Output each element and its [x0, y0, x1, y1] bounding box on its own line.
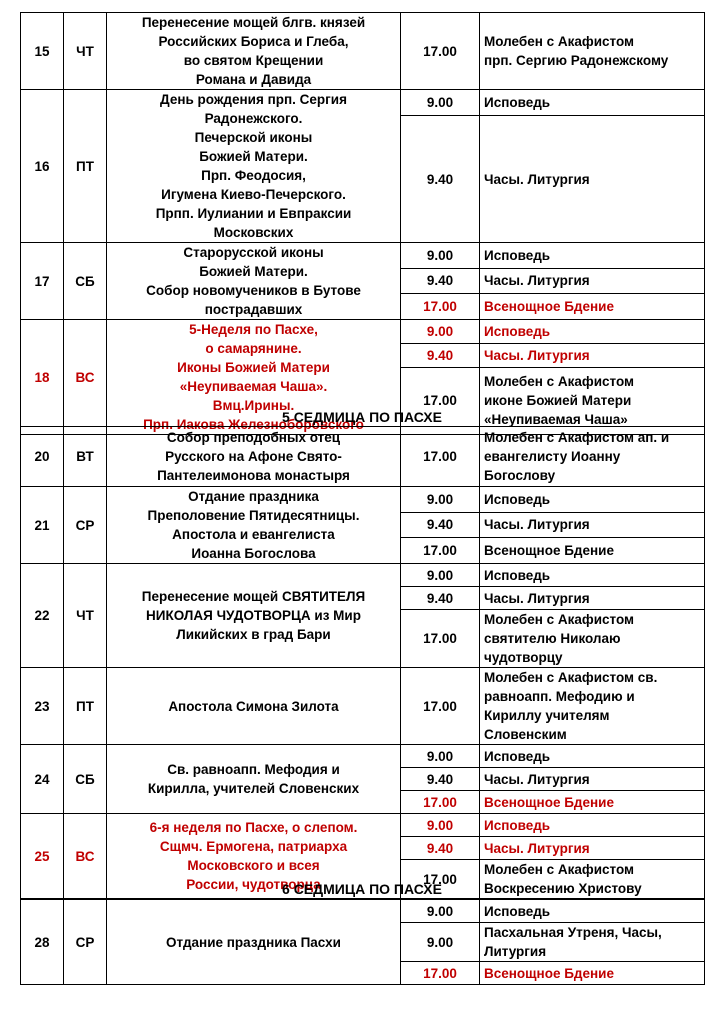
service-line: Исповедь — [484, 323, 551, 339]
schedule-row — [21, 320, 705, 344]
service-time: 17.00 — [401, 860, 480, 899]
feast-line: Апостола и евангелиста — [172, 527, 335, 542]
service-time: 9.40 — [401, 343, 480, 367]
service-line: Часы. Литургия — [484, 273, 590, 289]
service-name — [480, 90, 705, 116]
service-time: 9.00 — [401, 487, 480, 513]
feast-line: Российских Бориса и Глеба, — [158, 34, 349, 49]
service-line: прп. Сергию Радонежскому — [484, 53, 669, 68]
feast-description — [107, 564, 401, 668]
service-time: 9.40 — [401, 587, 480, 610]
service-time: 17.00 — [401, 962, 480, 985]
schedule-row — [21, 487, 705, 513]
feast-description — [107, 900, 401, 985]
service-line: Часы. Литургия — [484, 840, 590, 856]
service-name — [480, 768, 705, 791]
service-time: 9.00 — [401, 900, 480, 923]
feast-line: Ликийских в град Бари — [176, 627, 331, 642]
feast-line: Отдание праздника Пасхи — [166, 934, 341, 950]
service-line: Всенощное Бдение — [484, 794, 614, 810]
feast-line: Собор преподобных отец — [166, 430, 341, 445]
feast-line: День рождения прп. Сергия — [160, 92, 347, 107]
service-name — [480, 294, 705, 320]
schedule-row — [21, 13, 705, 90]
service-line: иконе Божией Матери — [484, 393, 632, 409]
feast-line: Божией Матери. — [199, 149, 308, 164]
service-line: Богослову — [484, 468, 556, 483]
service-line: Часы. Литургия — [484, 771, 590, 787]
service-name — [480, 564, 705, 587]
service-line: чудотворцу — [484, 650, 563, 665]
service-line: евангелисту Иоанну — [484, 449, 621, 464]
service-name — [480, 268, 705, 294]
day-number: 17 — [21, 243, 64, 320]
feast-description — [107, 90, 401, 243]
day-number: 24 — [21, 745, 64, 814]
feast-line: Кирилла, учителей Словенских — [147, 781, 360, 796]
day-number: 22 — [21, 564, 64, 668]
feast-line: НИКОЛАЯ ЧУДОТВОРЦА из Мир — [146, 608, 361, 623]
week-heading-6: 6 СЕДМИЦА ПО ПАСХЕ — [282, 881, 442, 897]
feast-line: Прпп. Иулиании и Евпраксии — [155, 206, 352, 221]
service-time: 9.00 — [401, 814, 480, 837]
feast-line: Русского на Афоне Свято- — [165, 449, 342, 464]
service-line: Часы. Литургия — [484, 590, 590, 606]
day-number: 16 — [21, 90, 64, 243]
feast-line: России, чудотворца — [186, 877, 321, 892]
service-time: 17.00 — [401, 13, 480, 90]
feast-line: Собор новомучеников в Бутове — [146, 283, 361, 298]
service-line: Молебен с Акафистом — [484, 612, 635, 627]
weekday: СБ — [64, 745, 107, 814]
service-line: Всенощное Бдение — [484, 543, 614, 559]
day-number: 28 — [21, 900, 64, 985]
service-line: Кириллу учителям — [484, 708, 610, 723]
feast-line: Преполовение Пятидесятницы. — [147, 508, 360, 523]
service-name — [480, 116, 705, 243]
feast-line: 6-я неделя по Пасхе, о слепом. — [149, 820, 358, 835]
service-time: 17.00 — [401, 367, 480, 434]
service-name — [480, 587, 705, 610]
feast-line: Старорусской иконы — [183, 245, 324, 260]
service-line: Молебен с Акафистом ап. и — [484, 430, 670, 445]
weekday: ПТ — [64, 90, 107, 243]
service-name — [480, 791, 705, 814]
service-name — [480, 13, 705, 90]
service-name — [480, 745, 705, 768]
feast-line: Вмц.Ирины. — [212, 398, 295, 413]
schedule-row — [21, 668, 705, 745]
weekday: ЧТ — [64, 13, 107, 90]
service-line: Молебен с Акафистом св. — [484, 670, 658, 685]
weekday: ВС — [64, 814, 107, 899]
schedule-row — [21, 745, 705, 768]
schedule-row — [21, 814, 705, 837]
feast-description — [107, 13, 401, 90]
schedule-row — [21, 900, 705, 923]
service-name — [480, 538, 705, 564]
service-line: Молебен с Акафистом — [484, 374, 635, 390]
service-line: Исповедь — [484, 491, 551, 507]
feast-line: о самарянине. — [205, 341, 302, 356]
service-line: Пасхальная Утреня, Часы, — [484, 925, 662, 940]
feast-line: Иоанна Богослова — [191, 546, 316, 561]
service-name — [480, 512, 705, 538]
service-time: 9.00 — [401, 90, 480, 116]
feast-line: Романа и Давида — [195, 72, 312, 87]
schedule-table-block-1 — [20, 12, 705, 435]
feast-line: Св. равноапп. Мефодия и — [167, 762, 340, 777]
service-name — [480, 487, 705, 513]
feast-line: Пантелеимонова монастыря — [157, 468, 350, 483]
service-line: Исповедь — [484, 817, 551, 833]
schedule-table-block-2 — [20, 426, 705, 899]
service-line: святителю Николаю — [484, 631, 621, 646]
service-time: 17.00 — [401, 791, 480, 814]
weekday: ЧТ — [64, 564, 107, 668]
feast-line: Иконы Божией Матери — [177, 360, 330, 375]
feast-line: Сщмч. Ермогена, патриарха — [159, 839, 348, 854]
service-name — [480, 610, 705, 668]
service-line: Литургия — [484, 944, 547, 959]
service-time: 17.00 — [401, 538, 480, 564]
feast-line: Апостола Симона Зилота — [168, 698, 339, 714]
feast-description — [107, 427, 401, 487]
feast-line: Перенесение мощей блгв. князей — [141, 15, 366, 30]
weekday: СР — [64, 900, 107, 985]
service-name — [480, 243, 705, 269]
service-name — [480, 668, 705, 745]
feast-line: Печерской иконы — [194, 130, 313, 145]
feast-line: Прп. Иакова Железноборовского — [143, 417, 364, 432]
service-time: 17.00 — [401, 427, 480, 487]
feast-description — [107, 487, 401, 564]
service-line: Воскресению Христову — [484, 881, 642, 896]
day-number: 20 — [21, 427, 64, 487]
service-time: 9.00 — [401, 243, 480, 269]
service-line: Исповедь — [484, 247, 551, 263]
feast-line: Радонежского. — [204, 111, 303, 126]
service-line: Часы. Литургия — [484, 171, 590, 187]
service-name — [480, 427, 705, 487]
feast-line: «Неупиваемая Чаша». — [179, 379, 328, 394]
service-line: Всенощное Бдение — [484, 299, 614, 315]
feast-line: Перенесение мощей СВЯТИТЕЛЯ — [141, 589, 366, 604]
service-line: Всенощное Бдение — [484, 965, 614, 981]
day-number: 25 — [21, 814, 64, 899]
service-name — [480, 320, 705, 344]
feast-line: Московских — [213, 225, 294, 240]
service-time: 9.00 — [401, 564, 480, 587]
feast-line: пострадавших — [204, 302, 303, 317]
service-time: 17.00 — [401, 294, 480, 320]
schedule-table-block-3 — [20, 899, 705, 985]
service-line: Словенским — [484, 727, 567, 742]
schedule-row — [21, 243, 705, 269]
service-time: 9.40 — [401, 116, 480, 243]
feast-line: Божией Матери. — [199, 264, 308, 279]
service-name — [480, 900, 705, 923]
service-line: Исповедь — [484, 567, 551, 583]
service-line: Исповедь — [484, 748, 551, 764]
schedule-row — [21, 427, 705, 487]
service-name — [480, 343, 705, 367]
week-heading-5: 5 СЕДМИЦА ПО ПАСХЕ — [282, 409, 442, 425]
service-time: 9.40 — [401, 837, 480, 860]
feast-description — [107, 745, 401, 814]
service-time: 9.40 — [401, 768, 480, 791]
service-name — [480, 837, 705, 860]
service-time: 9.00 — [401, 745, 480, 768]
feast-line: 5-Неделя по Пасхе, — [189, 322, 318, 337]
day-number: 15 — [21, 13, 64, 90]
service-line: Молебен с Акафистом — [484, 862, 635, 877]
schedule-row — [21, 90, 705, 116]
service-time: 9.00 — [401, 320, 480, 344]
service-name — [480, 923, 705, 962]
feast-line: во святом Крещении — [183, 53, 324, 68]
feast-line: Игумена Киево-Печерского. — [161, 187, 346, 202]
service-time: 9.00 — [401, 923, 480, 962]
day-number: 18 — [21, 320, 64, 435]
service-line: Исповедь — [484, 903, 551, 919]
feast-line: Прп. Феодосия, — [201, 168, 306, 183]
service-line: Молебен с Акафистом — [484, 34, 635, 49]
feast-description — [107, 668, 401, 745]
service-time: 9.40 — [401, 512, 480, 538]
weekday: СР — [64, 487, 107, 564]
service-name — [480, 962, 705, 985]
service-time: 17.00 — [401, 668, 480, 745]
weekday: ПТ — [64, 668, 107, 745]
service-line: «Неупиваемая Чаша» — [484, 412, 628, 428]
weekday: СБ — [64, 243, 107, 320]
service-time: 9.40 — [401, 268, 480, 294]
weekday: ВС — [64, 320, 107, 435]
weekday: ВТ — [64, 427, 107, 487]
feast-line: Отдание праздника — [188, 489, 319, 504]
service-line: Часы. Литургия — [484, 347, 590, 363]
service-time: 17.00 — [401, 610, 480, 668]
day-number: 23 — [21, 668, 64, 745]
feast-description — [107, 243, 401, 320]
schedule-row — [21, 564, 705, 587]
day-number: 21 — [21, 487, 64, 564]
service-line: равноапп. Мефодию и — [484, 689, 635, 704]
feast-line: Московского и всея — [187, 858, 320, 873]
service-line: Исповедь — [484, 95, 551, 111]
service-line: Часы. Литургия — [484, 517, 590, 533]
service-name — [480, 814, 705, 837]
